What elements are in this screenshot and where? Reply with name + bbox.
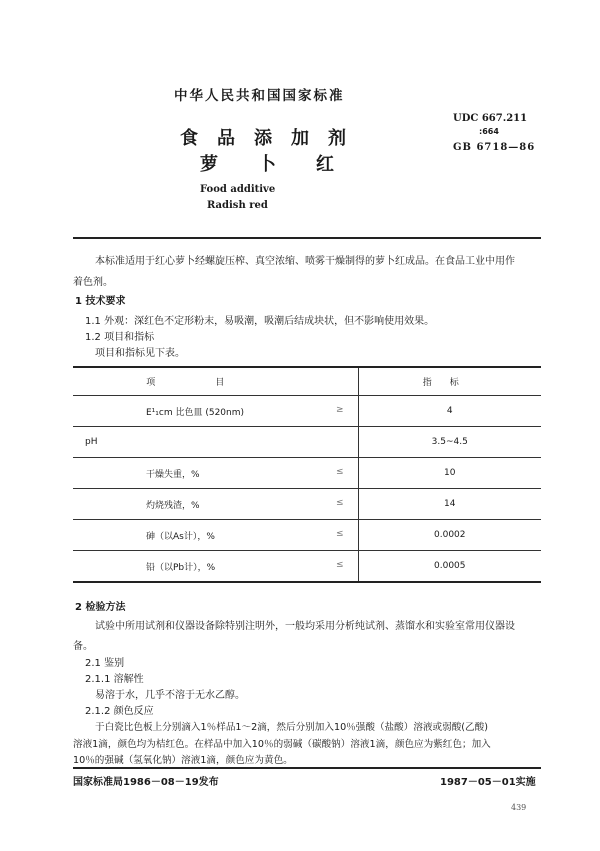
standard-type: 中华人民共和国国家标准 [174,88,345,104]
row-value: 14 [358,489,541,520]
table-row [73,427,541,458]
row-value: 0.0005 [358,551,541,583]
section2-1: 2.1 鉴别 [85,658,125,669]
table-row [73,551,541,583]
section2-1-2-line1: 于白瓷比色板上分别滴入1％样品1～2滴，然后分别加入10％强酸（盐酸）溶液或弱酸(乙酸) [95,722,488,733]
section1-2: 1.2 项目和指标 [85,332,155,343]
section2-1-1: 2.1.1 溶解性 [85,674,144,685]
gb-number: GB 6718—86 [453,142,536,153]
section2-1-2-line3: 10％的强碱（氢氧化钠）溶液1滴，颜色应为黄色。 [73,755,293,766]
section1-1: 1.1 外观：深红色不定形粉末，易吸潮，吸潮后结成块状，但不影响使用效果。 [85,316,435,327]
row-item: 铅（以Pb计），% [146,562,216,573]
row-item: 灼烧残渣，% [146,500,200,511]
header-value: 指标 [358,367,541,396]
row-value: 0.0002 [358,520,541,551]
header-rule [73,237,541,239]
row-mark: ≥ [335,404,344,415]
section2-para-line1: 试验中所用试剂和仪器设备除特别注明外，一般均采用分析纯试剂、蒸馏水和实验室常用仪器设 [95,621,515,632]
intro-line1: 本标准适用于红心萝卜经螺旋压榨、真空浓缩、喷雾干燥制得的萝卜红成品。在食品工业中用作 [95,256,515,267]
row-item: 砷（以As计），% [146,531,215,542]
row-value: 10 [358,458,541,489]
title-en-line2: Radish red [207,200,268,211]
udc-code: UDC 667.211 [453,113,528,124]
row-mark: ≤ [335,497,344,508]
row-item: E¹₁cm 比色皿 (520nm) [146,407,245,418]
row-mark: ≤ [335,559,344,570]
section2-1-1-text: 易溶于水，几乎不溶于无水乙醇。 [95,690,245,701]
section2-para-line2: 备。 [73,641,93,652]
row-mark: ≤ [335,528,344,539]
section2-1-2-line2: 溶液1滴，颜色均为桔红色。在样品中加入10％的弱碱（碳酸钠）溶液1滴，颜色应为紫红色；加入 [73,739,491,750]
issue-date: 国家标准局1986－08－19发布 [73,777,219,788]
row-value: 3.5~4.5 [358,427,541,458]
row-mark: ≤ [335,466,344,477]
table-row [73,489,541,520]
table-header-row [73,367,541,396]
section2-heading: 2 检验方法 [75,602,126,613]
row-item: pH [85,437,98,447]
table-row [73,458,541,489]
effective-date: 1987－05－01实施 [440,777,536,788]
row-value: 4 [358,396,541,427]
intro-line2: 着色剂。 [73,277,113,288]
spec-table [73,366,541,583]
udc-code-sub: :664 [479,127,499,136]
title-cn-line1: 食品添加剂 [180,128,365,149]
page-number: 439 [511,803,527,812]
row-item: 干燥失重，% [146,469,200,480]
section2-1-2: 2.1.2 颜色反应 [85,706,154,717]
title-cn-line2: 萝卜红 [200,154,374,175]
header-item: 项目 [73,367,358,396]
title-en-line1: Food additive [200,184,276,195]
table-row [73,396,541,427]
section1-heading: 1 技术要求 [75,296,126,307]
footer-rule [73,767,541,769]
table-row [73,520,541,551]
section1-2-text: 项目和指标见下表。 [95,348,185,359]
